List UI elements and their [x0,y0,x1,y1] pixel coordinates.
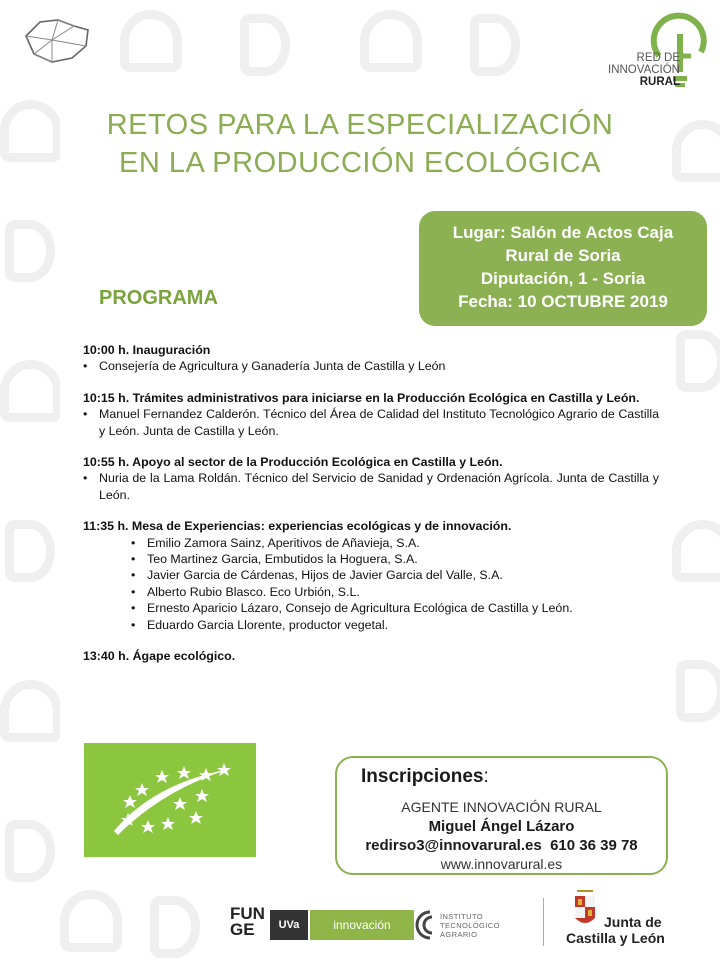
rir-line3: RURAL [639,76,680,88]
agenda-head: 13:40 h. Ágape ecológico. [83,649,236,664]
title-line1: RETOS PARA LA ESPECIALIZACIÓN [106,109,614,141]
itacyl-text [440,912,500,939]
contact-line [337,836,666,855]
contact-phone: 610 36 39 78 [550,837,638,854]
venue-box [419,211,707,326]
title-line2: EN LA PRODUCCIÓN ECOLÓGICA [119,147,601,179]
contact-email[interactable]: redirso3@innovarural.es [365,837,542,854]
agenda-block [83,454,659,503]
rir-line1: RED DE [636,52,680,64]
agenda-item: • Consejería de Agricultura y Ganadería Junta de Castilla y León [83,358,659,374]
funge-line1: FUN [230,904,265,923]
agent-name: Miguel Ángel Lázaro [428,818,575,835]
jcyl-line2: Castilla y León [566,930,665,946]
agenda-item: • Ernesto Aparicio Lázaro, Consejo de Agricultura Ecológica de Castilla y León. [131,600,659,616]
agenda-item: • Nuria de la Lama Roldán. Técnico del Servicio de Sanidad y Ordenación Agrícola. Junta de Castilla y León. [83,470,659,503]
agenda-item: • Alberto Rubio Blasco. Eco Urbión, S.L. [131,584,659,600]
agenda-item: • Emilio Zamora Sainz, Aperitivos de Añavieja, S.A. [131,535,659,551]
agenda-head: 10:55 h. Apoyo al sector de la Producción Ecológica en Castilla y León. [83,455,503,470]
venue-line2: Rural de Soria [505,246,621,265]
agenda-block [83,648,659,664]
inscripciones-lines [337,798,666,874]
agenda-block [83,518,659,633]
agenda-item: • Eduardo Garcia Llorente, productor vegetal. [131,617,659,633]
castilla-map-logo [22,16,92,66]
rir-line2: INNOVACIÓN [608,64,680,76]
page-title [60,106,660,182]
agent-title: AGENTE INNOVACIÓN RURAL [401,799,602,815]
eu-organic-leaf-logo [84,743,256,857]
agenda-head: 10:00 h. Inauguración [83,343,211,357]
agenda-head: 10:15 h. Trámites administrativos para iniciarse en la Producción Ecológica en Castilla y León. [83,390,640,405]
itacyl-line3: AGRARIO [440,930,478,939]
programa-heading: PROGRAMA [99,287,218,309]
inscripciones-label [361,766,489,788]
uva-badge: UVa [270,910,308,940]
venue-line3: Diputación, 1 - Soria [480,269,646,288]
agenda-head: 11:35 h. Mesa de Experiencias: experiencias ecológicas y de innovación. [83,519,512,534]
innovacion-badge: innovación [310,910,414,940]
itacyl-line1: INSTITUTO [440,912,484,921]
itacyl-line2: TECNOLÓGICO [440,921,500,930]
agenda [83,342,659,680]
agenda-block [83,342,659,375]
jcyl-line1: Junta de [604,914,662,930]
inscripciones-label-text: Inscripciones [361,766,484,787]
venue-line4: Fecha: 10 OCTUBRE 2019 [458,292,668,311]
agenda-item: • Javier Garcia de Cárdenas, Hijos de Javier Garcia del Valle, S.A. [131,567,659,583]
agenda-item: • Teo Martinez Garcia, Embutidos la Hoguera, S.A. [131,551,659,567]
agenda-item: • Manuel Fernandez Calderón. Técnico del Área de Calidad del Instituto Tecnológico Agrario de Castilla y León. Junta de Castilla y León. [83,406,659,439]
footer-divider [543,898,544,946]
inscripciones-colon: : [483,766,489,787]
venue-line1: Lugar: Salón de Actos Caja [452,223,674,242]
inscripciones-box [335,756,668,875]
jcyl-shield-icon [572,886,598,930]
website-link[interactable]: www.innovarural.es [440,856,563,872]
agenda-block [83,390,659,439]
funge-line2: GE [230,920,255,939]
rir-logo-text [608,52,680,88]
funge-text [230,906,265,938]
